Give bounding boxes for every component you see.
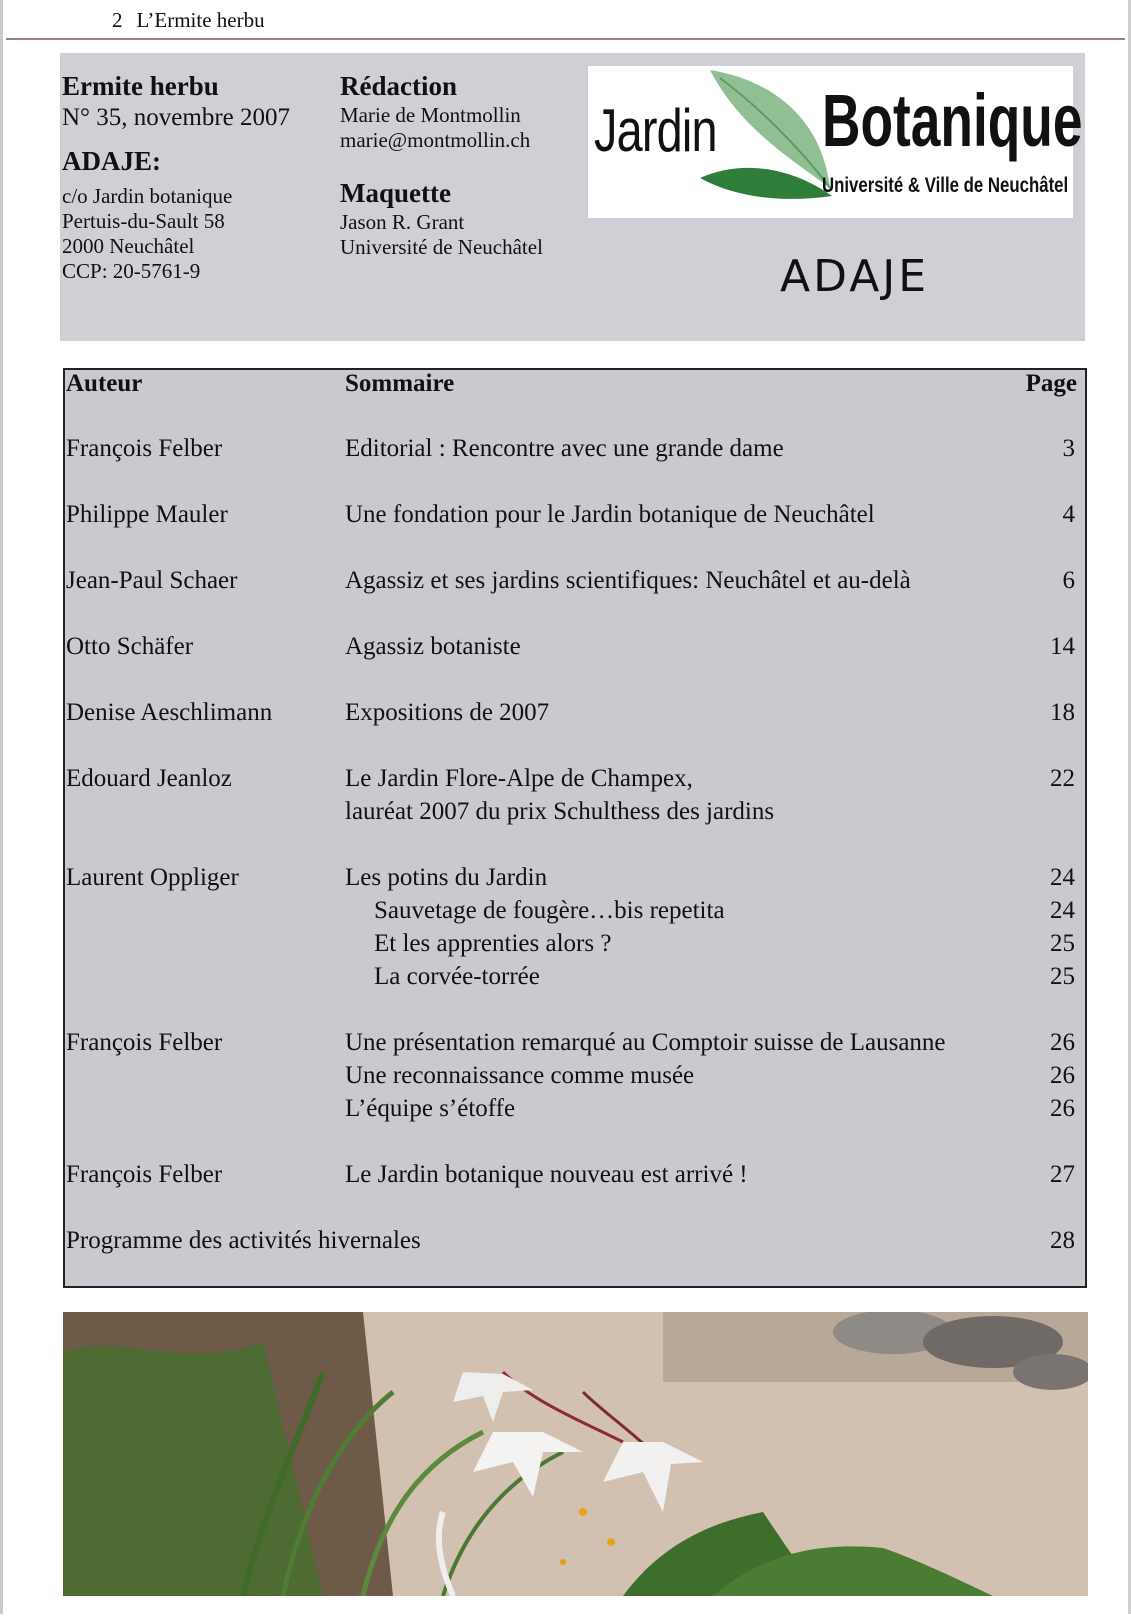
running-title: L’Ermite herbu (136, 8, 265, 32)
toc-author: Denise Aeschlimann (66, 699, 273, 726)
table-of-contents (63, 368, 1087, 1288)
toc-title: Une fondation pour le Jardin botanique de Neuchâtel (345, 501, 875, 528)
toc-author: François Felber (66, 1161, 223, 1188)
redaction-email: marie@montmollin.ch (340, 127, 531, 152)
toc-page: 27 (1050, 1161, 1075, 1188)
toc-author: Jean-Paul Schaer (66, 567, 238, 594)
header-rule (6, 38, 1125, 40)
garden-photo (63, 1312, 1088, 1596)
toc-title: Le Jardin botanique nouveau est arrivé ! (345, 1161, 748, 1188)
toc-title: Agassiz botaniste (345, 633, 521, 660)
toc-page: 18 (1050, 699, 1075, 726)
issue-line: N° 35, novembre 2007 (62, 103, 291, 131)
toc-subtitle: Sauvetage de fougère…bis repetita (374, 897, 725, 924)
toc-author: Philippe Mauler (66, 501, 228, 528)
maquette-label: Maquette (340, 178, 451, 209)
toc-page: 6 (1062, 567, 1075, 594)
logo-word-jardin: Jardin (594, 97, 717, 164)
credits-column (340, 71, 580, 260)
toc-page: 26 (1050, 1029, 1075, 1056)
toc-page: 26 (1050, 1095, 1075, 1122)
toc-subtitle: Et les apprenties alors ? (374, 930, 612, 957)
toc-page: 4 (1062, 501, 1075, 528)
toc-title: Expositions de 2007 (345, 699, 550, 726)
toc-page: 22 (1050, 765, 1075, 792)
masthead (60, 53, 1085, 341)
toc-page: 26 (1050, 1062, 1075, 1089)
adaje-logo: ADAJE (780, 251, 930, 302)
toc-page: 3 (1062, 435, 1075, 462)
running-head (112, 8, 265, 33)
toc-title: Une présentation remarqué au Comptoir suisse de Lausanne (345, 1029, 946, 1056)
toc-title: Le Jardin Flore-Alpe de Champex, (345, 765, 693, 792)
leaf-icon (700, 68, 840, 208)
redaction-label: Rédaction (340, 71, 457, 101)
toc-title-continued: lauréat 2007 du prix Schulthess des jardins (345, 798, 775, 825)
org-label: ADAJE: (62, 146, 161, 177)
page-number: 2 (112, 8, 123, 32)
publication-title: Ermite herbu (62, 71, 219, 101)
toc-page: 28 (1050, 1227, 1075, 1254)
toc-page: 24 (1050, 897, 1075, 924)
toc-author: Edouard Jeanloz (66, 765, 232, 792)
toc-author: Laurent Oppliger (66, 864, 239, 891)
toc-header-author: Auteur (66, 370, 143, 397)
redaction-name: Marie de Montmollin (340, 102, 521, 127)
jardin-botanique-logo (588, 66, 1083, 218)
toc-programme: Programme des activités hivernales (66, 1227, 421, 1254)
toc-author: François Felber (66, 1029, 223, 1056)
toc-title: L’équipe s’étoffe (345, 1095, 516, 1122)
maquette-affiliation: Université de Neuchâtel (340, 235, 543, 260)
logo-word-botanique: Botanique (822, 79, 1083, 162)
toc-page: 25 (1050, 930, 1075, 957)
toc-title: Editorial : Rencontre avec une grande dame (345, 435, 784, 462)
address-line: CCP: 20-5761-9 (62, 258, 201, 283)
toc-author: François Felber (66, 435, 223, 462)
toc-author: Otto Schäfer (66, 633, 194, 660)
garden-photo-illustration (63, 1312, 1088, 1596)
toc-header-summary: Sommaire (345, 370, 455, 397)
logo-subtitle: Université & Ville de Neuchâtel (822, 174, 1069, 197)
toc-title: Agassiz et ses jardins scientifiques: Neuchâtel et au-delà (345, 567, 911, 594)
toc-title: Une reconnaissance comme musée (345, 1062, 695, 1089)
toc-page: 24 (1050, 864, 1075, 891)
toc-header-page: Page (1025, 370, 1077, 397)
address-line: Pertuis-du-Sault 58 (62, 208, 225, 233)
toc-subtitle: La corvée-torrée (374, 963, 540, 990)
toc-page: 25 (1050, 963, 1075, 990)
toc-title: Les potins du Jardin (345, 864, 548, 891)
address-line: 2000 Neuchâtel (62, 233, 195, 258)
publisher-column (62, 71, 322, 283)
address-line: c/o Jardin botanique (62, 184, 233, 209)
toc-page: 14 (1050, 633, 1075, 660)
maquette-name: Jason R. Grant (340, 210, 465, 235)
